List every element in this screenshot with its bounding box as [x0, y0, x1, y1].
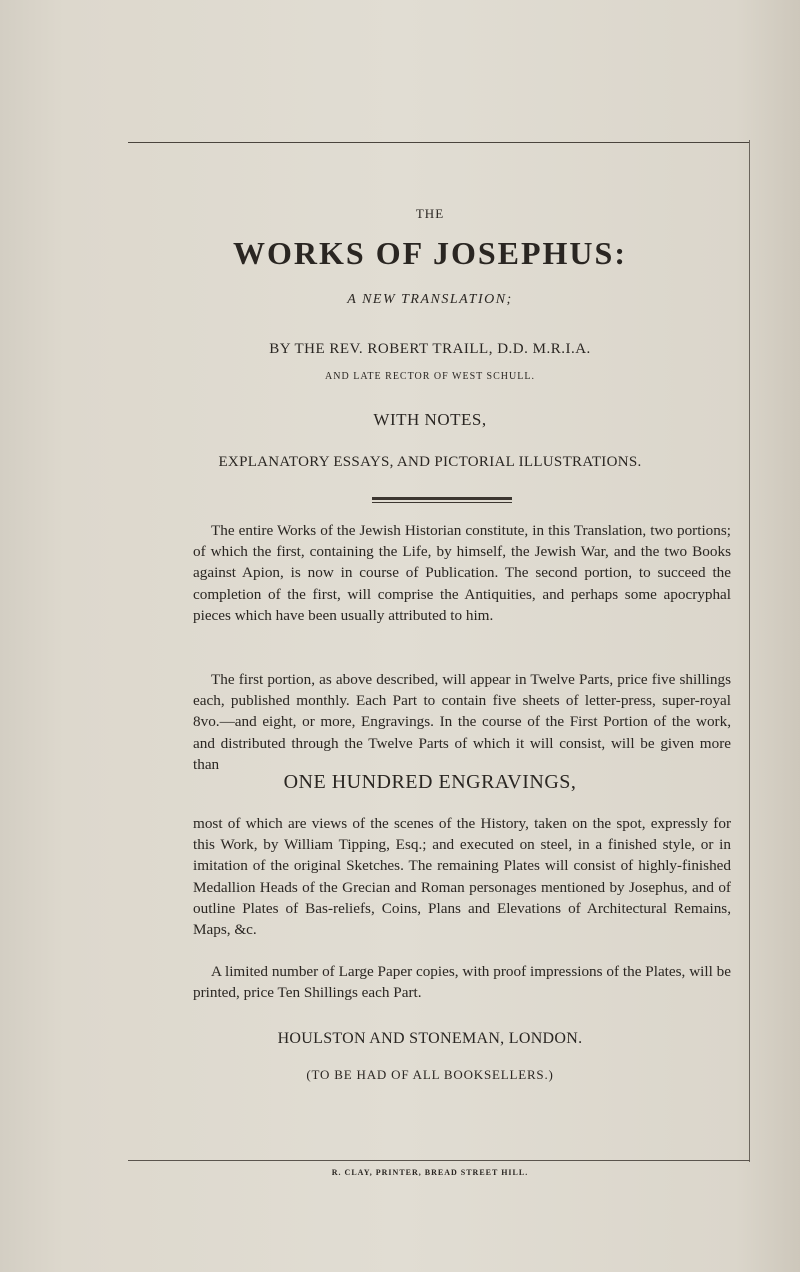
- notes-line: WITH NOTES,: [373, 410, 487, 429]
- divider-rule-thin: [372, 502, 512, 503]
- author-credentials: AND LATE RECTOR OF WEST SCHULL.: [325, 371, 535, 382]
- publisher-line: HOULSTON AND STONEMAN, LONDON.: [277, 1030, 583, 1047]
- engravings-heading: ONE HUNDRED ENGRAVINGS,: [283, 771, 577, 793]
- paragraph-text: The first portion, as above described, will appear in Twelve Parts, price five shillings each, published monthly. Each Part to contain five sheets of letter-press, super-royal 8vo.—and eight, or more, Engravings. In the course of the First Portion of the work, and distributed through the Twelve Parts of which it will consist, will be given more than: [193, 671, 731, 773]
- paragraph-text: most of which are views of the scenes of the History, taken on the spot, expressly for this Work, by William Tipping, Esq.; and executed on steel, in a finished style, or in imitation of the original Sketches. The remaining Plates will consist of highly-finished Medallion Heads of the Grecian and Roman personages mentioned by Josephus, and of outline Plates of Bas-reliefs, Coins, Plans and Elevations of Architectural Remains, Maps, &c.: [193, 815, 731, 939]
- paragraph-intro: [193, 520, 731, 626]
- paragraph-large-paper: [193, 961, 731, 1003]
- page-subtitle: A NEW TRANSLATION;: [347, 292, 513, 307]
- title-article: THE: [415, 206, 445, 221]
- paragraph-text: The entire Works of the Jewish Historian constitute, in this Translation, two portions; of which the first, containing the Life, by himself, the Jewish War, and the two Books against Apion, is now in course of Publication. The second portion, to succeed the completion of the first, will comprise the Antiquities, and perhaps some apocryphal pieces which have been usually attributed to him.: [193, 522, 731, 624]
- author-line: BY THE REV. ROBERT TRAILL, D.D. M.R.I.A.: [269, 341, 591, 357]
- page-border-top: [128, 142, 750, 143]
- paragraph-text: A limited number of Large Paper copies, with proof impressions of the Plates, will be printed, price Ten Shillings each Part.: [193, 963, 731, 1002]
- illustrations-line: EXPLANATORY ESSAYS, AND PICTORIAL ILLUSTRATIONS.: [218, 454, 642, 470]
- paragraph-engravings: [193, 813, 731, 940]
- booksellers-line: (TO BE HAD OF ALL BOOKSELLERS.): [306, 1067, 554, 1082]
- divider-rule-thick: [372, 497, 512, 500]
- page-border-right: [749, 140, 750, 1162]
- paragraph-parts: [193, 669, 731, 775]
- page-border-bottom: [128, 1160, 750, 1161]
- page-title: WORKS OF JOSEPHUS:: [233, 235, 627, 271]
- printer-imprint: R. CLAY, PRINTER, BREAD STREET HILL.: [331, 1168, 529, 1177]
